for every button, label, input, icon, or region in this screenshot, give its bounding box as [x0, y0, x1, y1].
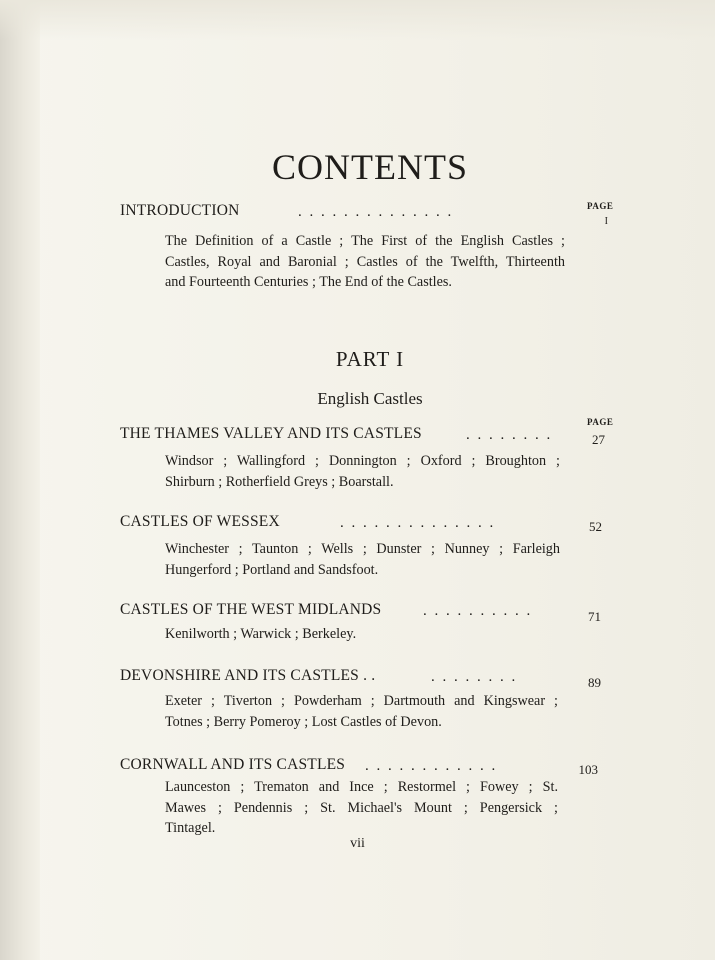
leader-dots: . . . . . . . . . . . . . .: [340, 515, 496, 531]
chapter-description: [165, 451, 560, 492]
description-line: Shirburn ; Rotherfield Greys ; Boarstall.: [165, 473, 394, 490]
chapter-title: DEVONSHIRE AND ITS CASTLES . .: [120, 667, 376, 684]
introduction-description: [165, 231, 565, 293]
chapter-title: CASTLES OF THE WEST MIDLANDS: [120, 601, 382, 618]
leader-dots: . . . . . . . .: [431, 669, 518, 685]
description-line: Tintagel.: [165, 820, 216, 836]
chapter-page-number: 52: [589, 519, 602, 534]
description-line: Launceston ; Trematon and Ince ; Restormel ; Fowey ; St.: [165, 779, 558, 795]
chapter-page-number: 103: [578, 762, 598, 777]
page-folio-number: vii: [350, 836, 365, 851]
chapter-page-number: 71: [588, 609, 601, 624]
chapter-title: CASTLES OF WESSEX: [120, 513, 280, 530]
description-line: Castles, Royal and Baronial ; Castles of the Twelfth, Thirteenth: [165, 253, 565, 270]
chapter-description: [165, 539, 560, 580]
chapter-title: THE THAMES VALLEY AND ITS CASTLES: [120, 425, 422, 442]
chapter-description: [165, 624, 565, 645]
part-subtitle: English Castles: [317, 389, 423, 408]
description-line: The Definition of a Castle ; The First of the English Castles ;: [165, 233, 565, 249]
description-line: Kenilworth ; Warwick ; Berkeley.: [165, 626, 357, 642]
part-label: PART I: [335, 347, 405, 371]
chapter-page-number: 27: [592, 432, 605, 447]
page-top-shadow: [0, 0, 715, 40]
description-line: and Fourteenth Centuries ; The End of the Castles.: [165, 274, 452, 290]
description-line: Windsor ; Wallingford ; Donnington ; Oxford ; Broughton ;: [165, 453, 560, 469]
introduction-page-number: I: [604, 216, 608, 227]
description-line: Hungerford ; Portland and Sandsfoot.: [165, 561, 379, 578]
leader-dots: . . . . . . . . . . . .: [365, 758, 498, 774]
page-column-header: PAGE: [587, 417, 614, 427]
chapter-title: CORNWALL AND ITS CASTLES: [120, 756, 346, 773]
introduction-title: INTRODUCTION: [120, 202, 240, 219]
leader-dots: . . . . . . . . . .: [423, 603, 533, 619]
leader-dots: . . . . . . . . . . . . . .: [298, 204, 454, 220]
contents-heading: CONTENTS: [272, 147, 468, 187]
description-line: Exeter ; Tiverton ; Powderham ; Dartmouth and Kingswear ;: [165, 693, 558, 709]
chapter-description: [165, 777, 558, 839]
description-line: Totnes ; Berry Pomeroy ; Lost Castles of Devon.: [165, 713, 442, 730]
chapter-page-number: 89: [588, 675, 601, 690]
page-gutter-shadow: [0, 0, 40, 960]
leader-dots: . . . . . . . .: [466, 427, 553, 443]
description-line: Mawes ; Pendennis ; St. Michael's Mount ; Pengersick ;: [165, 799, 558, 816]
page-column-header: PAGE: [587, 201, 614, 211]
description-line: Winchester ; Taunton ; Wells ; Dunster ; Nunney ; Farleigh: [165, 541, 560, 557]
chapter-description: [165, 691, 558, 732]
